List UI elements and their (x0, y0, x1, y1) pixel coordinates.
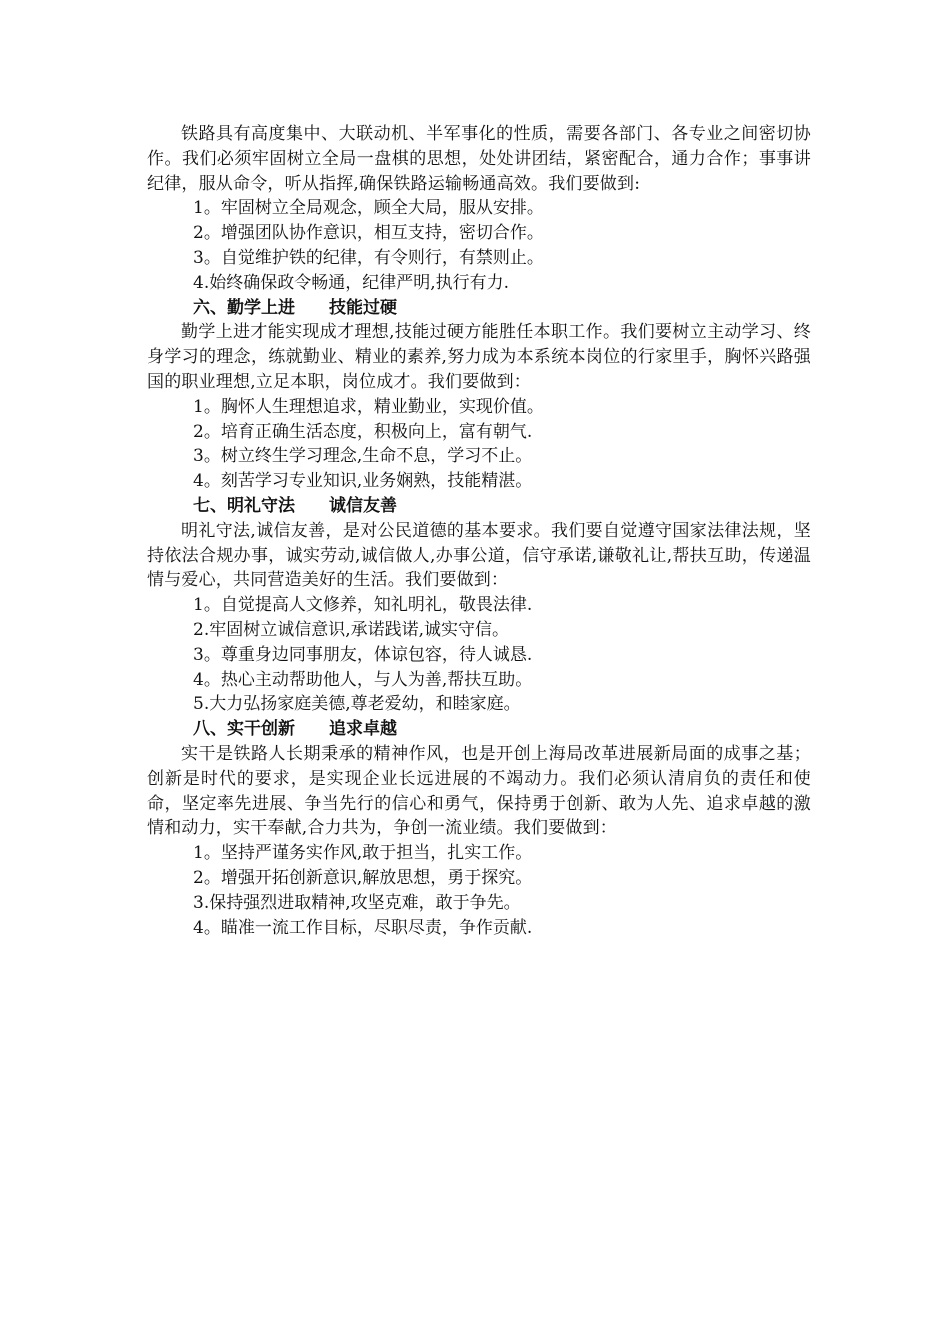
list-item: 3.保持强烈进取精神,攻坚克难，敢于争先。 (193, 892, 521, 913)
section-paragraph-7: 明礼守法,诚信友善，是对公民道德的基本要求。我们要自觉遵守国家法律法规，坚持依法合规办事，诚实劳动,诚信做人,办事公道，信守承诺,谦敬礼让,帮扶互助，传递温情与爱心，共同营造美好的生活。我们要做到： (147, 520, 811, 591)
list-item: 4.始终确保政令畅通，纪律严明,执行有力. (193, 272, 510, 293)
section-heading-6: 六、勤学上进 技能过硬 (193, 297, 397, 318)
list-item: 1。坚持严谨务实作风,敢于担当，扎实工作。 (193, 843, 533, 864)
list-item: 1。牢固树立全局观念，顾全大局，服从安排。 (193, 198, 544, 219)
list-item: 1。胸怀人生理想追求，精业勤业，实现价值。 (193, 396, 544, 417)
list-item: 2。培育正确生活态度，积极向上，富有朝气. (193, 421, 533, 442)
list-item: 5.大力弘扬家庭美德,尊老爱幼，和睦家庭。 (193, 694, 521, 715)
list-item: 2。增强团队协作意识，相互支持，密切合作。 (193, 223, 544, 244)
section-heading-7: 七、明礼守法 诚信友善 (193, 495, 397, 516)
list-item: 3。树立终生学习理念,生命不息，学习不止。 (193, 446, 533, 467)
section-heading-8: 八、实干创新 追求卓越 (193, 719, 397, 740)
list-item: 1。自觉提高人文修养，知礼明礼，敬畏法律. (193, 595, 533, 616)
list-item: 4。瞄准一流工作目标，尽职尽责，争作贡献. (193, 917, 533, 938)
intro-paragraph: 铁路具有高度集中、大联动机、半军事化的性质，需要各部门、各专业之间密切协作。我们必须牢固树立全局一盘棋的思想，处处讲团结，紧密配合，通力合作；事事讲纪律，服从命令，听从指挥,确保铁路运输畅通高效。我们要做到: (147, 124, 811, 194)
list-item: 2.牢固树立诚信意识,承诺践诺,诚实守信。 (193, 619, 510, 640)
list-item: 3。自觉维护铁的纪律，有令则行，有禁则止。 (193, 247, 544, 268)
section-paragraph-8: 实干是铁路人长期秉承的精神作风，也是开创上海局改革进展新局面的成事之基；创新是时代的要求，是实现企业长远进展的不竭动力。我们必须认清肩负的责任和使命，坚定率先进展、争当先行的信心和勇气，保持勇于创新、敢为人先、追求卓越的激情和动力，实干奉献,合力共为，争创一流业绩。我们要做到： (147, 743, 811, 839)
document-body (147, 122, 811, 940)
list-item: 4。刻苦学习专业知识,业务娴熟，技能精湛。 (193, 471, 533, 492)
section-paragraph-6: 勤学上进才能实现成才理想,技能过硬方能胜任本职工作。我们要树立主动学习、终身学习的理念，练就勤业、精业的素养,努力成为本系统本岗位的行家里手，胸怀兴路强国的职业理想,立足本职，岗位成才。我们要做到： (147, 322, 811, 392)
list-item: 2。增强开拓创新意识,解放思想，勇于探究。 (193, 867, 533, 888)
list-item: 3。尊重身边同事朋友，体谅包容，待人诚恳. (193, 644, 533, 665)
list-item: 4。热心主动帮助他人，与人为善,帮扶互助。 (193, 669, 533, 690)
